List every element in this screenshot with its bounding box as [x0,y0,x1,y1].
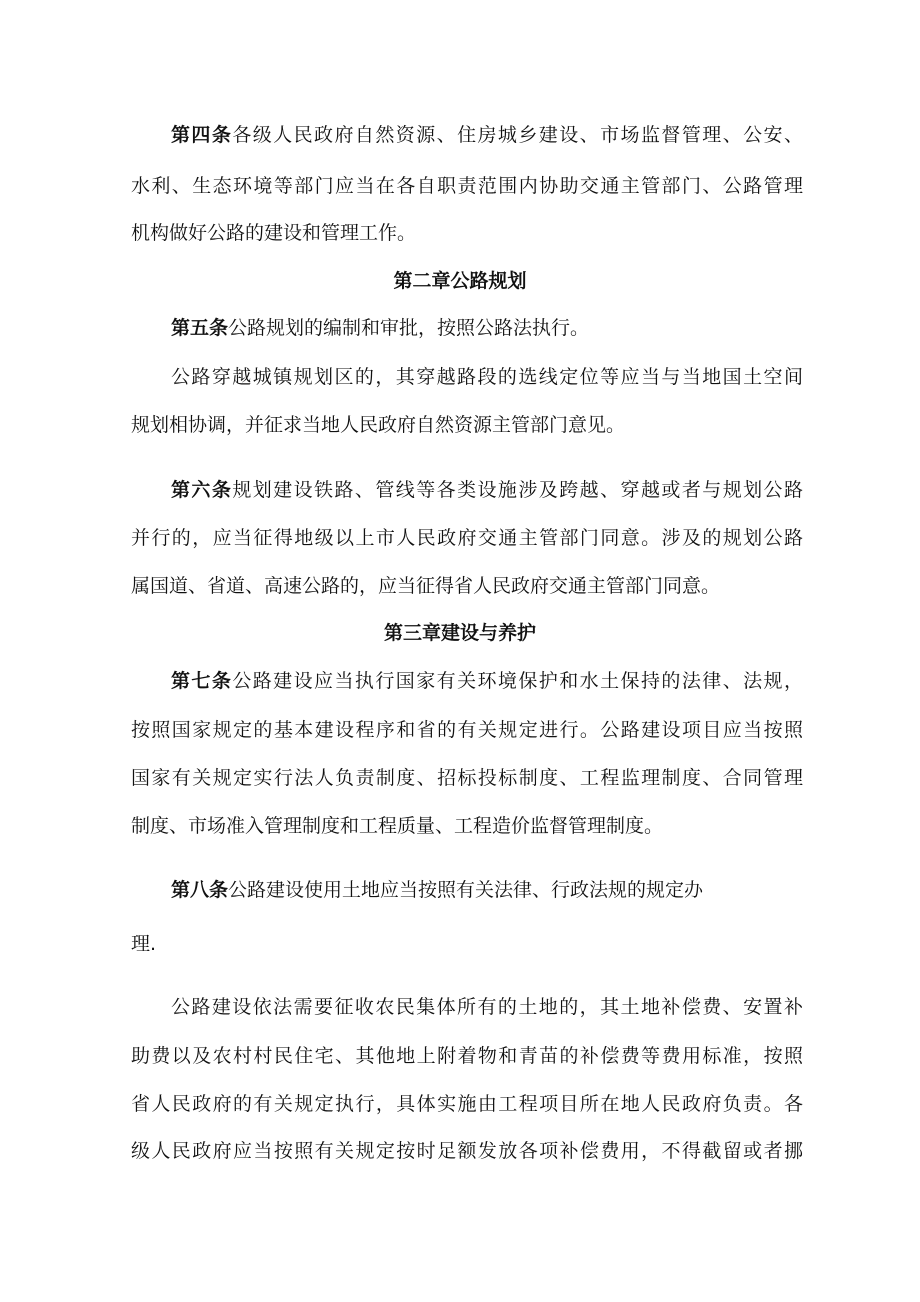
article-4-line-1 [131,121,803,149]
article-5-text-1: 公路规划的编制和审批，按照公路法执行。 [228,317,590,339]
article-7-line-4: 制度、市场准入管理制度和工程质量、工程造价监督管理制度。 [131,815,664,837]
article-8-label: 第八条 [171,879,229,901]
article-4-line-3: 机构做好公路的建设和管理工作。 [131,222,417,244]
article-8-text-1: 公路建设使用土地应当按照有关法律、行政法规的规定办 [228,879,704,901]
article-6-line-1 [131,476,803,504]
article-8-para2-line-1: 公路建设依法需要征收农民集体所有的土地的，其土地补偿费、安置补 [171,996,803,1018]
article-6-text-1: 规划建设铁路、管线等各类设施涉及跨越、穿越或者与规划公路 [232,479,803,501]
article-5-line-1 [131,314,803,342]
article-7-line-3: 国家有关规定实行法人负责制度、招标投标制度、工程监理制度、合同管理 [131,767,803,789]
article-8-para2-line-3: 省人民政府的有关规定执行，具体实施由工程项目所在地人民政府负责。各 [131,1093,803,1115]
article-8-para2-line-2: 助费以及农村村民住宅、其他地上附着物和青苗的补偿费等费用标准，按照 [131,1045,803,1067]
article-5-para2-line-1: 公路穿越城镇规划区的，其穿越路段的选线定位等应当与当地国土空间 [171,366,803,388]
article-5-label: 第五条 [171,317,229,339]
article-7-label: 第七条 [171,670,233,692]
chapter-3-heading: 第三章建设与养护 [383,622,536,644]
article-4-text-1: 各级人民政府自然资源、住房城乡建设、市场监督管理、公安、 [232,124,803,146]
article-6-label: 第六条 [171,479,233,501]
article-4-line-2: 水利、生态环境等部门应当在各自职责范围内协助交通主管部门、公路管理 [131,175,803,197]
article-5-para2-line-2: 规划相协调，并征求当地人民政府自然资源主管部门意见。 [131,414,626,436]
article-8-line-1 [131,876,803,904]
article-7-line-1 [131,667,803,695]
article-7-line-2: 按照国家规定的基本建设程序和省的有关规定进行。公路建设项目应当按照 [131,719,803,741]
article-8-para2-line-4: 级人民政府应当按照有关规定按时足额发放各项补偿费用，不得截留或者挪 [131,1140,803,1162]
article-6-line-2: 并行的，应当征得地级以上市人民政府交通主管部门同意。涉及的规划公路 [131,527,803,549]
chapter-2-heading: 第二章公路规划 [393,270,527,292]
article-6-line-3: 属国道、省道、高速公路的，应当征得省人民政府交通主管部门同意。 [131,575,721,597]
article-8-line-2: 理. [131,933,157,955]
article-7-text-1: 公路建设应当执行国家有关环境保护和水土保持的法律、法规， [232,670,803,692]
article-4-label: 第四条 [171,124,233,146]
